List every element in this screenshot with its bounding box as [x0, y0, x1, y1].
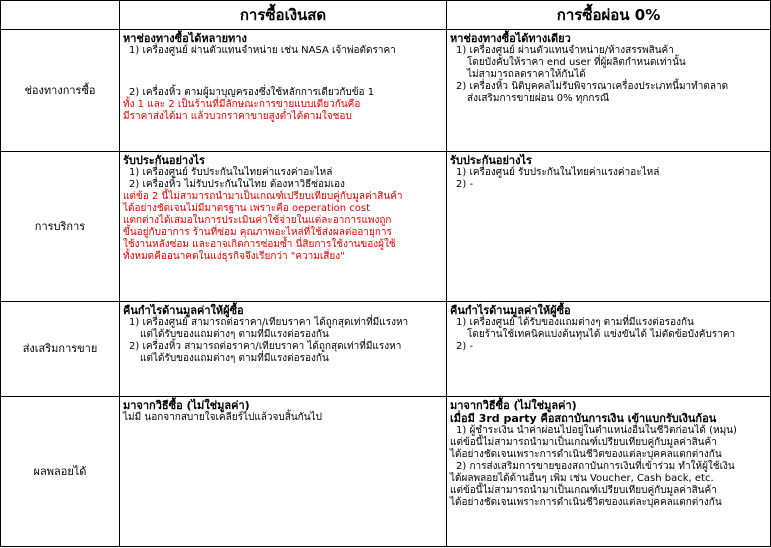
row-label-purchase-channel: ช่องทางการซื้อ	[1, 30, 120, 152]
cell-line: 2) การส่งเสริมการขายของสถาบันการเงินที่เข้าร่วม ทำให้ผู้ใช้เงิน	[456, 461, 735, 472]
installment-byproduct-cell	[447, 397, 771, 547]
cell-line: แต่ได้รับของแถมต่างๆ ตามที่มีแรงต่อรองกัน	[140, 353, 329, 364]
cell-heading: มาจากวิธีซื้อ (ไม่ใช่มูลค่า)	[123, 399, 250, 412]
row-by-products	[1, 397, 771, 547]
cell-heading: หาช่องทางซื้อได้หลายทาง	[123, 32, 247, 45]
installment-purchase-channel-cell	[447, 30, 771, 152]
cell-heading: มาจากวิธีซื้อ (ไม่ใช่มูลค่า)	[450, 399, 577, 412]
cell-note-red: ขึ้นอยู่กับอาการ ร้านที่ซ่อม คุณภาพอะไหล่ที่ใช้ส่งผลต่ออายุการ	[123, 227, 392, 238]
row-label-by-products: ผลพลอยได้	[1, 397, 120, 547]
row-label-service: การบริการ	[1, 152, 120, 302]
cell-line: ไม่มี นอกจากสบายใจเคลียร์ไปแล้วจบสิ้นกันไป	[123, 412, 322, 423]
cell-line: 1) เครื่องศูนย์ ผ่านตัวแทนจำหน่าย/ห้างสรรพสินค้า	[456, 45, 674, 56]
cell-note-red: ใช้งานหลังซ่อม และอาจเกิดการซ่อมซ้ำ นี่สิยการใช้งานของผู้ใช้	[123, 239, 396, 250]
header-installment: การซื้อผ่อน 0%	[447, 1, 771, 30]
cell-line: ได้ผลพลอยได้ด้านอื่นๆ เพิ่ม เช่น Voucher, Cash back, etc.	[450, 473, 714, 484]
cell-line: 1) เครื่องศูนย์ ได้รับของแถมต่างๆ ตามที่มีแรงต่อรองกัน	[456, 317, 694, 328]
cell-heading: หาช่องทางซื้อได้ทางเดียว	[450, 32, 571, 45]
cash-purchase-channel-cell	[120, 30, 447, 152]
cell-note-red: มีราคาส่งได้มา แล้วบวกราคาขายสูงต่ำได้ตามใจชอบ	[123, 111, 352, 122]
cell-line: ไม่สามารถลดราคาให้กันได้	[467, 69, 586, 80]
cell-line: 1) เครื่องศูนย์ รับประกันในไทยค่าแรงค่าอะไหล่	[456, 167, 660, 178]
cell-line: 1) เครื่องศูนย์ รับประกันในไทยค่าแรงค่าอะไหล่	[129, 167, 333, 178]
installment-service-cell	[447, 152, 771, 302]
cash-byproduct-cell	[120, 397, 447, 547]
cell-line: แต่ข้อนี้ไม่สามารถนำมาเป็นเกณฑ์เปรียบเทียบคู่กับมูลค่าสินค้า	[450, 437, 717, 448]
cell-line: 2) เครื่องหิ้ว สามารถต่อราคา/เทียบราคา ได้ถูกสุดเท่าที่มีแรงหา	[129, 341, 402, 352]
cell-line: 2) -	[456, 179, 474, 190]
header-row	[1, 1, 771, 30]
cell-heading: คืนกำไรด้านมูลค่าให้ผู้ซื้อ	[123, 304, 244, 317]
corner-cell	[1, 1, 120, 30]
cell-line: ได้อย่างชัดเจนเพราะการดำเนินชีวิตของแต่ละบุคคลแตกต่างกัน	[450, 497, 722, 508]
cell-line: แต่ข้อนี้ไม่สามารถนำมาเป็นเกณฑ์เปรียบเทียบคู่กับมูลค่าสินค้า	[450, 485, 717, 496]
cell-line: 2) เครื่องหิ้ว ไม่รับประกันในไทย ต้องหาวิธีซ่อมเอง	[129, 179, 345, 190]
row-label-sales-promotion: ส่งเสริมการขาย	[1, 302, 120, 397]
cell-line: แต่ได้รับของแถมต่างๆ ตามที่มีแรงต่อรองกัน	[140, 329, 329, 340]
cell-line: ได้อย่างชัดเจนเพราะการดำเนินชีวิตของแต่ละบุคคลแตกต่างกัน	[450, 449, 722, 460]
cell-subheading: เมื่อมี 3rd party คือสถาบันการเงิน เข้าแบกรับเงินก้อน	[450, 412, 717, 425]
row-service	[1, 152, 771, 302]
cell-line: โดยร้านใช้เทคนิคแบ่งต้นทุนได้ แข่งขันได้ ไม่ตัดข้อบังคับราคา	[467, 329, 736, 340]
installment-promotion-cell	[447, 302, 771, 397]
row-purchase-channel	[1, 30, 771, 152]
cell-line: 2) เครื่องหิ้ว ตามผู้มาบุญครองซึ่งใช้หลักการเดียวกับข้อ 1	[129, 87, 375, 98]
cell-heading: รับประกันอย่างไร	[450, 154, 532, 167]
cell-note-red: แต่ข้อ 2 นี้ไม่สามารถนำมาเป็นเกณฑ์เปรียบเทียบคู่กับมูลค่าสินค้า	[123, 191, 403, 202]
cell-heading: รับประกันอย่างไร	[123, 154, 205, 167]
cell-note-red: แตกต่างได้เสมอในการประเมินค่าใช้จ่ายในแต่ละอาการแพงถูก	[123, 215, 392, 226]
row-sales-promotion	[1, 302, 771, 397]
cell-line: 1) เครื่องศูนย์ ผ่านตัวแทนจำหน่าย เช่น NASA เจ้าพ่อตัดราคา	[129, 45, 396, 56]
cash-promotion-cell	[120, 302, 447, 397]
cell-heading: คืนกำไรด้านมูลค่าให้ผู้ซื้อ	[450, 304, 571, 317]
cell-line: 2) เครื่องหิ้ว นิติบุคคลไม่รับพิจารณาเครื่องประเภทนี้มาทำตลาด	[456, 81, 729, 92]
cash-service-cell	[120, 152, 447, 302]
cell-line: 2) -	[456, 341, 474, 352]
cell-note-red: ได้อย่างชัดเจนไม่มีมาตรฐาน เพราะคือ oeperation cost	[123, 203, 371, 214]
cell-line: 1) เครื่องศูนย์ สามารถต่อราคา/เทียบราคา ได้ถูกสุดเท่าที่มีแรงหา	[129, 317, 409, 328]
cell-line: โดยบังคับให้ราคา end user ที่ผู้ผลิตกำหนดเท่านั้น	[467, 57, 686, 68]
cell-line: 1) ผู้ชำระเงิน นำค่าผ่อนไปอยู่ในตำแหน่งอื่นในชีวิตก่อนได้ (หมุน)	[456, 425, 737, 436]
cell-note-red: ทั้งหมดคืออนาคตในแง่ธุรกิจจึงเรียกว่า "ความเสี่ยง"	[123, 251, 345, 262]
cell-line: ส่งเสริมการขายผ่อน 0% ทุกกรณี	[467, 93, 610, 104]
header-cash: การซื้อเงินสด	[120, 1, 447, 30]
cell-note-red: ทั้ง 1 และ 2 เป็นร้านที่มีลักษณะการขายแบบเดียวกันคือ	[123, 99, 361, 110]
